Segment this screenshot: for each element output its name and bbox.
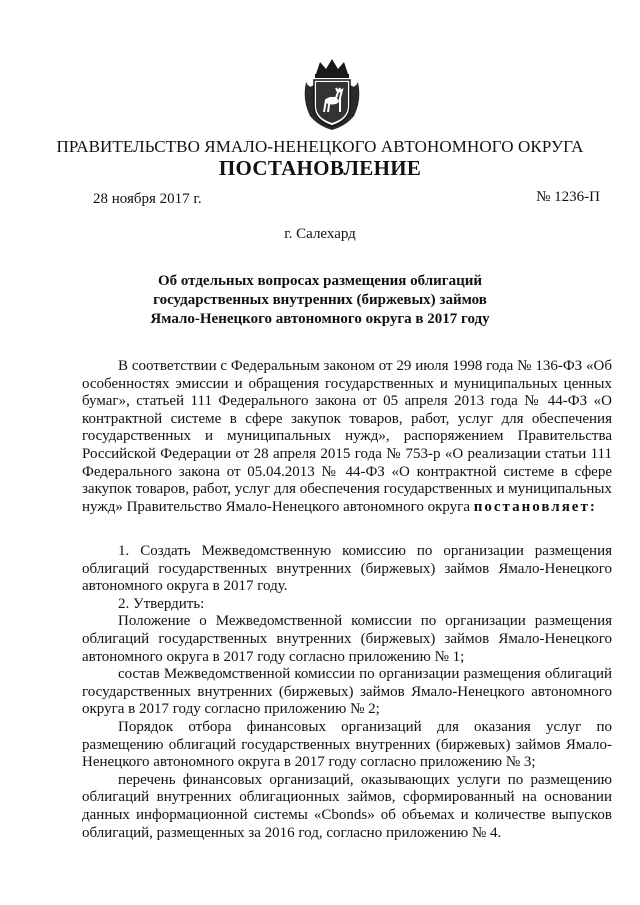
preamble-text: В соответствии с Федеральным законом от 29 июля 1998 года № 136-ФЗ «Об особенностях эмиссии и обращения государственных и муниципальных ценных бумаг», статьей 111 Федерального закона от 05 апреля 2013 года № 44-ФЗ «О контрактной системе в сфере закупок товаров, работ, услуг для обеспечения государственных и муниципальных нужд», распоряжением Правительства Российской Федерации от 28 апреля 2015 года № 753-р «О реализации статьи 111 Федерального закона от 05.04.2013 № 44-ФЗ «О контрактной системе в сфере закупок товаров, работ, услуг для обеспечения государственных и муниципальных нужд» Правительство Ямало-Ненецкого автономного округа xyxy=(82,358,612,515)
list-item: Положение о Межведомственной комиссии по организации размещения облигаций государственных внутренних (биржевых) займов Ямало-Ненецкого автономного округа в 2017 году согласно приложению № 1; xyxy=(82,613,612,665)
title-line: государственных внутренних (биржевых) займов xyxy=(153,292,487,308)
government-name: ПРАВИТЕЛЬСТВО ЯМАЛО-НЕНЕЦКОГО АВТОНОМНОГО ОКРУГА xyxy=(56,137,584,156)
document-number: № 1236-П xyxy=(536,189,600,205)
list-item: Порядок отбора финансовых организаций для оказания услуг по размещению облигаций государственных внутренних (биржевых) займов Ямало-Ненецкого автономного округа в 2017 году согласно приложению № 3; xyxy=(82,718,612,771)
document-type: ПОСТАНОВЛЕНИЕ xyxy=(218,156,422,180)
document-date: 28 ноября 2017 г. xyxy=(93,191,202,207)
list-item: 1. Создать Межведомственную комиссию по организации размещения облигаций государственных внутренних (биржевых) займов Ямало-Ненецкого автономного округа в 2017 году. xyxy=(82,543,612,595)
document-city: г. Салехард xyxy=(284,226,356,242)
resolves-word: постановляет: xyxy=(473,498,597,515)
title-line: Об отдельных вопросах размещения облигаций xyxy=(157,273,483,289)
title-line: Ямало-Ненецкого автономного округа в 2017 году xyxy=(150,311,490,327)
document-title xyxy=(0,272,640,329)
list-item: 2. Утвердить: xyxy=(118,595,205,612)
coat-of-arms-emblem xyxy=(300,56,364,132)
list-item: перечень финансовых организаций, оказывающих услуги по размещению облигаций внутренних облигационных займов, сформированный на основании данных информационной системы «Cbonds» об объемах и количестве выпусков облигаций, размещенных за 2016 год, согласно приложению № 4. xyxy=(82,771,612,841)
resolution-items xyxy=(82,543,612,842)
preamble-paragraph xyxy=(82,358,612,516)
list-item: состав Межведомственной комиссии по организации размещения облигаций государственных внутренних (биржевых) займов Ямало-Ненецкого автономного округа в 2017 году согласно приложению № 2; xyxy=(82,666,612,718)
